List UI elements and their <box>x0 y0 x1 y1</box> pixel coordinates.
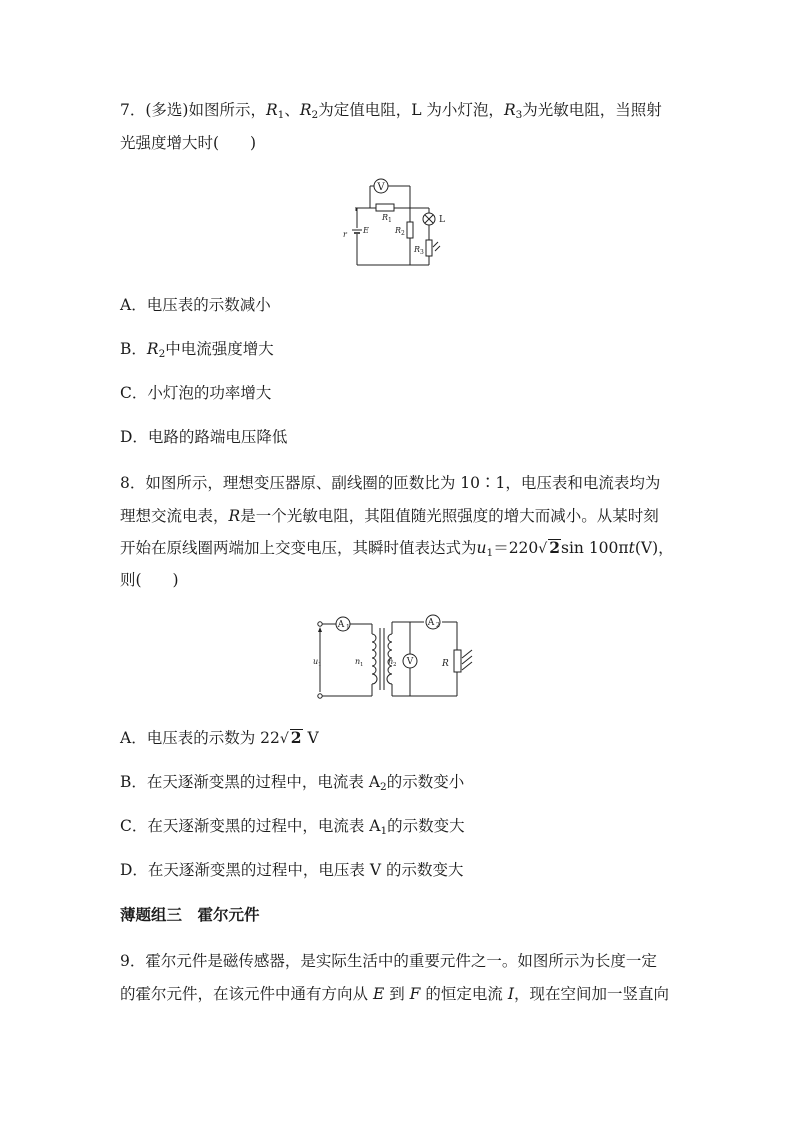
q7-option-d: D．电路的路端电压降低 <box>120 428 288 446</box>
q7-r2: R <box>299 101 312 119</box>
r2-resistor-icon <box>407 222 413 238</box>
q7-optb-sub: 2 <box>158 348 166 360</box>
fig8-a1-sub: 1 <box>346 624 350 631</box>
q7-optb-r: R <box>146 340 159 358</box>
q8-line2-r: R <box>228 507 241 525</box>
terminal-bottom-icon <box>318 694 322 698</box>
fig7-r2-sub: 2 <box>401 230 405 237</box>
fig7-e-label: E <box>363 226 369 235</box>
q8-line2-a: 理想交流电表， <box>120 507 229 525</box>
q7-option-c: C．小灯泡的功率增大 <box>120 384 272 402</box>
q8-line3-b: ＝220 <box>493 539 539 557</box>
q8-line3-u: u <box>476 539 487 557</box>
q8-stem-line3 <box>120 537 674 560</box>
q7-stem-line1 <box>120 99 662 121</box>
fig7-v-label: V <box>377 182 385 193</box>
fig8-a2-sub: 2 <box>436 622 440 629</box>
q9-stem-line2 <box>120 983 669 1005</box>
q8-stem-line4: 则( ) <box>120 571 179 589</box>
q8-line3-t: t <box>628 539 635 557</box>
fig8-n1-sub: 1 <box>360 662 364 668</box>
fig7-r3-sub: 3 <box>420 249 424 256</box>
q7-optb-prefix: B． <box>120 340 147 358</box>
q7-r3: R <box>503 101 516 119</box>
terminal-top-icon <box>318 622 322 626</box>
fig8-u1-label: u <box>313 657 319 666</box>
section-heading: 薄题组三 霍尔元件 <box>120 905 260 924</box>
q8-option-b <box>120 771 464 793</box>
q8-opta-prefix: A．电压表的示数为 22 <box>120 729 280 747</box>
q9-line2-b: 到 <box>389 985 405 1003</box>
fig7-r-label: r <box>343 230 347 239</box>
q7-circuit-figure <box>340 176 460 271</box>
q7-text: 7．(多选)如图所示， <box>120 101 266 119</box>
fig7-l-label: L <box>439 215 445 225</box>
fig8-a1-label: A <box>337 620 345 630</box>
q8-optb-sub: 2 <box>380 781 387 793</box>
q9-line2-c: 的恒定电流 <box>425 985 503 1003</box>
q8-line2-b: 是一个光敏电阻，其阻值随光照强度的增大而减小。从某时刻 <box>240 507 659 525</box>
fig8-n1-label: n <box>355 657 361 666</box>
fig7-r2-label: R <box>395 226 402 235</box>
q7-stem-line2: 光强度增大时( ) <box>120 134 257 152</box>
photoresistor-icon <box>454 650 461 672</box>
fig8-n2-label: n <box>388 657 394 666</box>
fig7-r1-sub: 1 <box>388 217 392 224</box>
fig7-r3-label: R <box>414 245 421 254</box>
q7-r3-sub: 3 <box>515 109 523 121</box>
q8-optc-text: 的示数变大 <box>387 817 465 835</box>
q8-line3-c: sin 100π <box>561 539 629 557</box>
q8-line3-d: (V)， <box>634 539 674 557</box>
q8-line3-usub: 1 <box>486 547 494 559</box>
q8-option-c <box>120 815 465 837</box>
q8-opta-radicand: 2 <box>290 728 302 747</box>
q7-option-b <box>120 338 274 360</box>
q7-r2-sub: 2 <box>311 109 319 121</box>
q9-line2-f: F <box>409 985 421 1003</box>
q8-optc-prefix: C．在天逐渐变黑的过程中，电流表 A <box>120 817 381 835</box>
fig7-r1-label: R <box>382 213 389 222</box>
q7-sep: 、 <box>284 101 300 119</box>
q9-line2-d: ，现在空间加一竖直向 <box>513 985 669 1003</box>
q8-transformer-figure <box>312 612 474 702</box>
q8-stem-line2 <box>120 505 659 527</box>
arrow-up-icon <box>318 627 322 632</box>
q9-line2-i: I <box>507 985 514 1003</box>
fig8-a2-label: A <box>427 618 435 628</box>
r3-photoresistor-icon <box>426 240 432 256</box>
q9-line2-e: E <box>372 985 385 1003</box>
q8-option-a <box>120 727 319 750</box>
fig8-v-label: V <box>406 657 414 667</box>
q8-optb-prefix: B．在天逐渐变黑的过程中，电流表 A <box>120 773 381 791</box>
q8-line3-a: 开始在原线圈两端加上交变电压，其瞬时值表达式为 <box>120 539 477 557</box>
q8-line3-radicand: 2 <box>549 538 560 557</box>
q8-option-d: D．在天逐渐变黑的过程中，电压表 V 的示数变大 <box>120 861 464 879</box>
sqrt-icon: √ <box>279 731 289 747</box>
q9-line2-a: 的霍尔元件，在该元件中通有方向从 <box>120 985 369 1003</box>
q7-text-c: 为光敏电阻，当照射 <box>522 101 662 119</box>
q7-optb-text: 中电流强度增大 <box>165 340 274 358</box>
fig8-r-label: R <box>442 659 449 669</box>
r1-resistor-icon <box>376 204 394 211</box>
sqrt-icon: √ <box>538 541 548 557</box>
q7-text-b: 为定值电阻，L 为小灯泡， <box>318 101 504 119</box>
q7-option-a: A．电压表的示数减小 <box>120 296 271 314</box>
q7-r1-sub: 1 <box>277 109 285 121</box>
q8-opta-unit: V <box>302 729 319 747</box>
q7-r1: R <box>265 101 278 119</box>
q8-stem-line1: 8．如图所示，理想变压器原、副线圈的匝数比为 10∶1，电压表和电流表均为 <box>120 474 661 492</box>
q8-optc-sub: 1 <box>380 825 388 837</box>
fig8-n2-sub: 2 <box>393 662 397 668</box>
q9-stem-line1: 9．霍尔元件是磁传感器，是实际生活中的重要元件之一。如图所示为长度一定 <box>120 952 657 970</box>
q8-optb-text: 的示数变小 <box>386 773 465 791</box>
fig8-u1-sub: 1 <box>318 662 322 668</box>
